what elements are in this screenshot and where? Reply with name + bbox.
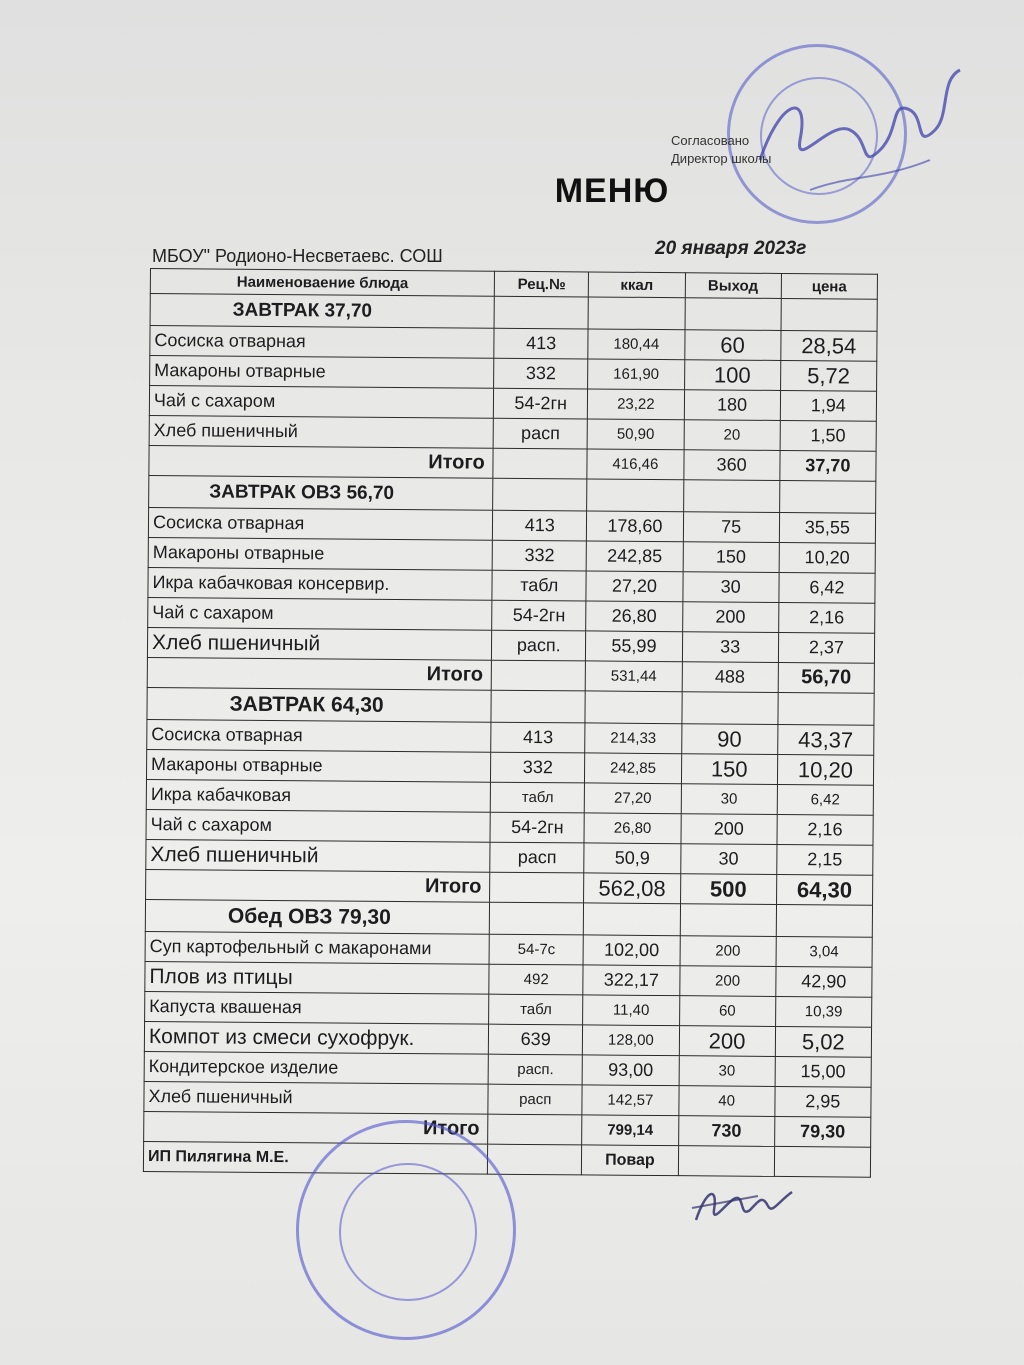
dish-name: Хлеб пшеничный: [146, 839, 490, 872]
dish-price: 1,94: [780, 390, 876, 421]
dish-kcal: 26,80: [584, 813, 680, 844]
dish-price: 6,42: [779, 572, 875, 603]
dish-kcal: 142,57: [582, 1085, 678, 1116]
dish-name: Плов из птицы: [145, 961, 489, 994]
dish-output: 150: [683, 542, 779, 573]
menu-table: [143, 268, 878, 1178]
dish-recipe: 54-7с: [489, 934, 583, 965]
dish-price: 15,00: [775, 1056, 871, 1087]
dish-price: 2,37: [778, 632, 874, 663]
dish-price: 2,16: [778, 602, 874, 633]
dish-kcal: 322,17: [583, 965, 679, 996]
approval-label: Согласовано: [671, 133, 750, 148]
total-price: 56,70: [778, 662, 874, 693]
dish-output: 100: [684, 360, 780, 391]
dish-price: 10,20: [777, 754, 873, 785]
total-price: 79,30: [774, 1116, 870, 1147]
dish-kcal: 180,44: [588, 329, 684, 360]
dish-output: 200: [681, 814, 777, 845]
dish-recipe: расп.: [492, 630, 586, 661]
dish-price: 42,90: [776, 966, 872, 997]
total-label: Итого: [147, 657, 491, 690]
total-label: Итого: [146, 869, 490, 902]
dish-recipe: 413: [491, 722, 585, 753]
dish-name: Чай с сахаром: [148, 597, 492, 630]
dish-output: 40: [678, 1086, 774, 1117]
dish-kcal: 178,60: [587, 511, 683, 542]
dish-recipe: расп: [490, 842, 584, 873]
approval-block: [671, 132, 771, 168]
section-title: Обед ОВЗ 79,30: [145, 899, 489, 934]
total-kcal: 799,14: [582, 1115, 678, 1146]
dish-name: Макароны отварные: [148, 537, 492, 570]
dish-recipe: 492: [489, 964, 583, 995]
dish-recipe: 413: [494, 328, 588, 359]
dish-name: Хлеб пшеничный: [144, 1081, 488, 1114]
cook-label: Повар: [582, 1145, 678, 1176]
dish-kcal: 128,00: [583, 1025, 679, 1056]
header-kcal: ккал: [589, 272, 685, 298]
menu-date: 20 января 2023г: [655, 238, 807, 259]
dish-name: Сосиска отварная: [147, 719, 491, 752]
dish-kcal: 161,90: [588, 359, 684, 390]
dish-name: Кондитерское изделие: [144, 1051, 488, 1084]
dish-price: 5,02: [775, 1026, 871, 1057]
dish-output: 90: [681, 724, 777, 755]
header-output: Выход: [685, 273, 781, 299]
dish-output: 60: [684, 330, 780, 361]
dish-output: 150: [681, 754, 777, 785]
dish-output: 30: [679, 1056, 775, 1087]
dish-recipe: расп: [493, 418, 587, 449]
dish-output: 200: [679, 1026, 775, 1057]
director-label: Директор школы: [671, 151, 772, 166]
dish-name: Чай с сахаром: [146, 809, 490, 842]
dish-recipe: 332: [492, 540, 586, 571]
dish-name: Сосиска отварная: [148, 507, 492, 540]
dish-recipe: расп: [488, 1084, 582, 1115]
dish-price: 35,55: [779, 512, 875, 543]
dish-name: Икра кабачковая: [146, 779, 490, 812]
dish-kcal: 242,85: [586, 541, 682, 572]
header-recipe: Рец.№: [495, 271, 589, 297]
dish-kcal: 23,22: [588, 389, 684, 420]
dish-name: Суп картофельный с макаронами: [145, 931, 489, 964]
dish-output: 200: [680, 936, 776, 967]
total-kcal: 562,08: [584, 873, 680, 904]
dish-output: 20: [684, 420, 780, 451]
dish-kcal: 93,00: [582, 1055, 678, 1086]
dish-recipe: табл: [489, 994, 583, 1025]
dish-recipe: табл: [490, 782, 584, 813]
total-kcal: 531,44: [586, 661, 682, 692]
total-label: Итого: [149, 445, 493, 478]
dish-kcal: 242,85: [585, 753, 681, 784]
dish-output: 200: [679, 966, 775, 997]
dish-price: 10,39: [775, 996, 871, 1027]
dish-kcal: 214,33: [585, 723, 681, 754]
dish-price: 3,04: [776, 936, 872, 967]
dish-kcal: 50,90: [587, 419, 683, 450]
dish-price: 43,37: [777, 724, 873, 755]
total-output: 500: [680, 874, 776, 905]
dish-recipe: 54-2гн: [492, 600, 586, 631]
dish-price: 28,54: [781, 330, 877, 361]
dish-output: 75: [683, 512, 779, 543]
dish-kcal: 102,00: [583, 935, 679, 966]
total-output: 730: [678, 1116, 774, 1147]
dish-kcal: 26,80: [586, 601, 682, 632]
total-output: 360: [683, 450, 779, 481]
dish-output: 180: [684, 390, 780, 421]
total-output: 488: [682, 662, 778, 693]
dish-name: Икра кабачковая консервир.: [148, 567, 492, 600]
dish-recipe: 332: [494, 358, 588, 389]
page-title: МЕНЮ: [554, 172, 670, 210]
dish-output: 60: [679, 996, 775, 1027]
cook-signature: [688, 1180, 798, 1230]
dish-name: Чай с сахаром: [149, 386, 493, 419]
dish-price: 2,15: [777, 844, 873, 875]
total-price: 37,70: [780, 450, 876, 481]
dish-name: Макароны отварные: [150, 356, 494, 389]
total-kcal: 416,46: [587, 449, 683, 480]
dish-name: Хлеб пшеничный: [147, 627, 491, 660]
dish-name: Сосиска отварная: [150, 326, 494, 359]
section-title: ЗАВТРАК 37,70: [150, 294, 494, 329]
section-title: ЗАВТРАК ОВЗ 56,70: [149, 475, 493, 510]
total-label: Итого: [144, 1111, 488, 1144]
dish-name: Компот из смеси сухофрук.: [144, 1021, 488, 1054]
dish-recipe: 413: [493, 510, 587, 541]
dish-recipe: 639: [489, 1024, 583, 1055]
dish-recipe: расп.: [488, 1054, 582, 1085]
dish-kcal: 55,99: [586, 631, 682, 662]
dish-kcal: 50,9: [584, 843, 680, 874]
section-title: ЗАВТРАК 64,30: [147, 687, 491, 722]
dish-kcal: 27,20: [586, 571, 682, 602]
dish-price: 1,50: [780, 420, 876, 451]
dish-price: 2,95: [775, 1086, 871, 1117]
header-price: цена: [781, 273, 877, 299]
dish-recipe: 54-2гн: [490, 812, 584, 843]
dish-price: 5,72: [780, 360, 876, 391]
dish-recipe: 332: [491, 752, 585, 783]
dish-price: 10,20: [779, 542, 875, 573]
dish-name: Капуста квашеная: [145, 991, 489, 1024]
header-name: Наименоваение блюда: [150, 269, 494, 297]
dish-output: 200: [682, 602, 778, 633]
dish-output: 33: [682, 632, 778, 663]
dish-output: 30: [681, 784, 777, 815]
dish-output: 30: [682, 572, 778, 603]
dish-price: 2,16: [777, 814, 873, 845]
dish-name: Хлеб пшеничный: [149, 415, 493, 448]
dish-kcal: 11,40: [583, 995, 679, 1026]
dish-price: 6,42: [777, 784, 873, 815]
footer-row: [143, 1141, 870, 1177]
school-name: МБОУ" Родионо-Несветаевс. СОШ: [152, 246, 443, 266]
dish-kcal: 27,20: [585, 783, 681, 814]
dish-output: 30: [680, 844, 776, 875]
dish-recipe: табл: [492, 570, 586, 601]
total-price: 64,30: [776, 874, 872, 905]
dish-recipe: 54-2гн: [494, 388, 588, 419]
dish-name: Макароны отварные: [146, 749, 490, 782]
supplier-name: ИП Пилягина М.Е.: [143, 1141, 487, 1174]
